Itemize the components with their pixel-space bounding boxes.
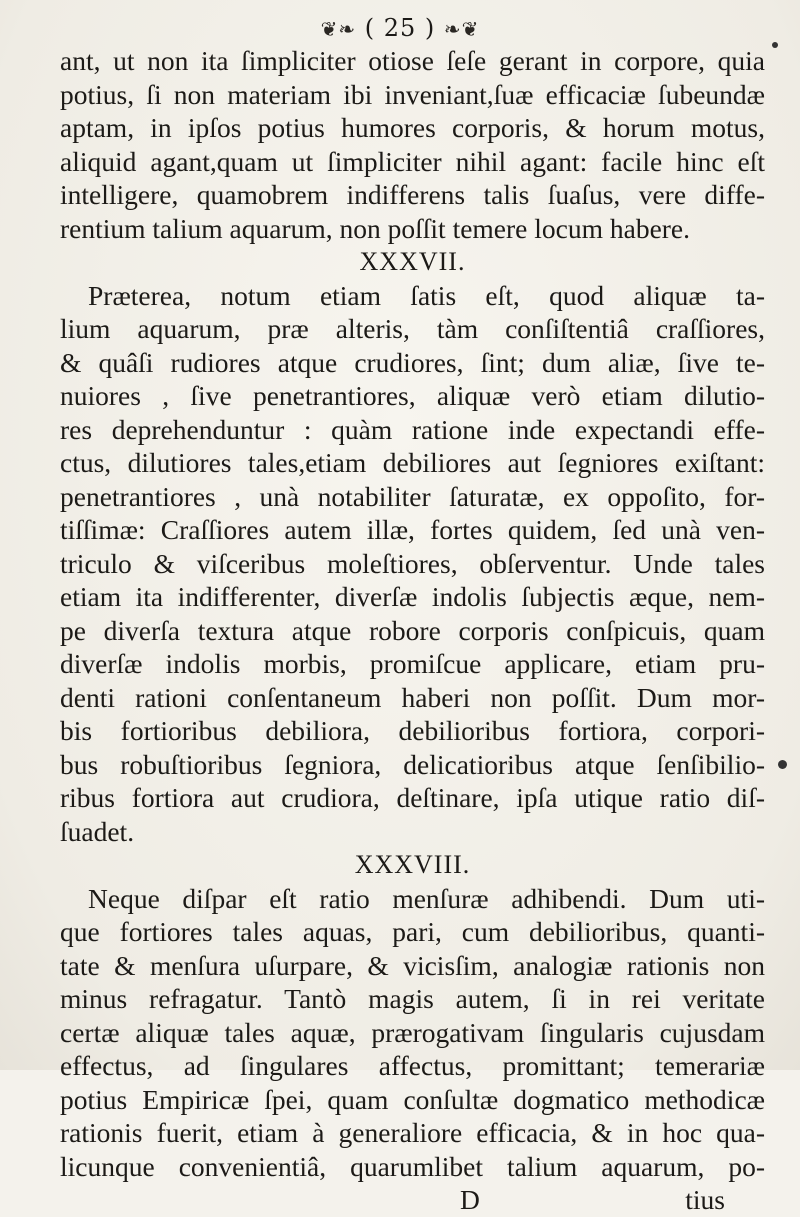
- text-line: ctus, dilutiores tales,etiam debiliores aut ſegniores exiſtant:: [60, 447, 765, 478]
- section-heading-38: XXXVIII.: [354, 850, 471, 879]
- text-line: que fortiores tales aquas, pari, cum debilioribus, quanti-: [60, 916, 765, 947]
- text-line: aptam, in ipſos potius humores corporis, & horum motus,: [60, 112, 765, 143]
- text-line: ribus fortiora aut crudiora, deſtinare, ipſa utique ratio diſ-: [60, 782, 765, 813]
- ink-speck: [778, 760, 787, 769]
- text-line: res deprehenduntur : quàm ratione inde expectandi effe-: [60, 413, 765, 445]
- text-line: aliquid agant,quam ut ſimpliciter nihil agant: facile hinc eſt: [60, 145, 765, 177]
- text-line: lium aquarum, præ alteris, tàm conſiſtentiâ craſſiores,: [60, 313, 765, 344]
- text-line: Præterea, notum etiam ſatis eſt, quod aliquæ ta-: [88, 279, 765, 311]
- ornament-left-icon: ❦❧: [320, 17, 357, 41]
- text-line: ſuadet.: [60, 815, 135, 847]
- text-line: penetrantiores , unà notabiliter ſaturatæ, ex oppoſito, for-: [60, 480, 765, 512]
- text-line: rationis fuerit, etiam à generaliore efficacia, & in hoc qua-: [60, 1117, 765, 1148]
- text-line: rentium talium aquarum, non poſſit temere locum habere.: [60, 212, 691, 244]
- text-line: Neque diſpar eſt ratio menſuræ adhibendi. Dum uti-: [88, 882, 765, 914]
- page-header: [0, 14, 800, 42]
- ink-speck: [772, 42, 778, 48]
- text-line: tiſſimæ: Craſſiores autem illæ, fortes quidem, ſed unà ven-: [60, 514, 765, 545]
- text-line: denti rationi conſentaneum haberi non poſſit. Dum mor-: [60, 681, 765, 713]
- text-line: diverſæ indolis morbis, promiſcue applicare, etiam pru-: [60, 648, 765, 679]
- text-line: intelligere, quamobrem indifferens talis ſuaſus, vere diffe-: [60, 179, 765, 210]
- text-line: nuiores , ſive penetrantiores, aliquæ verò etiam dilutio-: [60, 380, 765, 411]
- text-line: minus refragatur. Tantò magis autem, ſi in rei veritate: [60, 983, 765, 1014]
- page-number: ( 25 ): [364, 14, 436, 42]
- text-line: potius Empiricæ ſpei, quam conſultæ dogmatico methodicæ: [60, 1083, 765, 1115]
- text-line: licunque convenientiâ, quarumlibet talium aquarum, po-: [60, 1150, 765, 1182]
- catchword: tius: [685, 1184, 725, 1215]
- text-line: bis fortioribus debiliora, debilioribus fortiora, corpori-: [60, 715, 765, 746]
- text-line: pe diverſa textura atque robore corporis conſpicuis, quam: [60, 614, 765, 646]
- text-line: etiam ita indifferenter, diverſæ indolis ſubjectis æque, nem-: [60, 581, 765, 612]
- signature-mark: D: [460, 1184, 480, 1215]
- text-line: bus robuſtioribus ſegniora, delicatioribus atque ſenſibilio-: [60, 748, 765, 780]
- text-line: ant, ut non ita ſimpliciter otiose ſeſe gerant in corpore, quia: [60, 45, 765, 76]
- section-heading-37: XXXVII.: [359, 247, 466, 276]
- text-line: triculo & viſceribus moleſtiores, obſerventur. Unde tales: [60, 547, 765, 579]
- text-line: effectus, ad ſingulares affectus, promittant; temerariæ: [60, 1050, 765, 1081]
- text-line: potius, ſi non materiam ibi inveniant,ſuæ efficaciæ ſubeundæ: [60, 78, 765, 110]
- ornament-right-icon: ❧❦: [443, 17, 480, 41]
- body-text: [60, 44, 765, 1217]
- text-line: & quâſi rudiores atque crudiores, ſint; dum aliæ, ſive te-: [60, 346, 765, 378]
- page-footer: [60, 1183, 765, 1217]
- text-line: certæ aliquæ tales aquæ, prærogativam ſingularis cujusdam: [60, 1016, 765, 1048]
- text-line: tate & menſura uſurpare, & vicisſim, analogiæ rationis non: [60, 949, 765, 981]
